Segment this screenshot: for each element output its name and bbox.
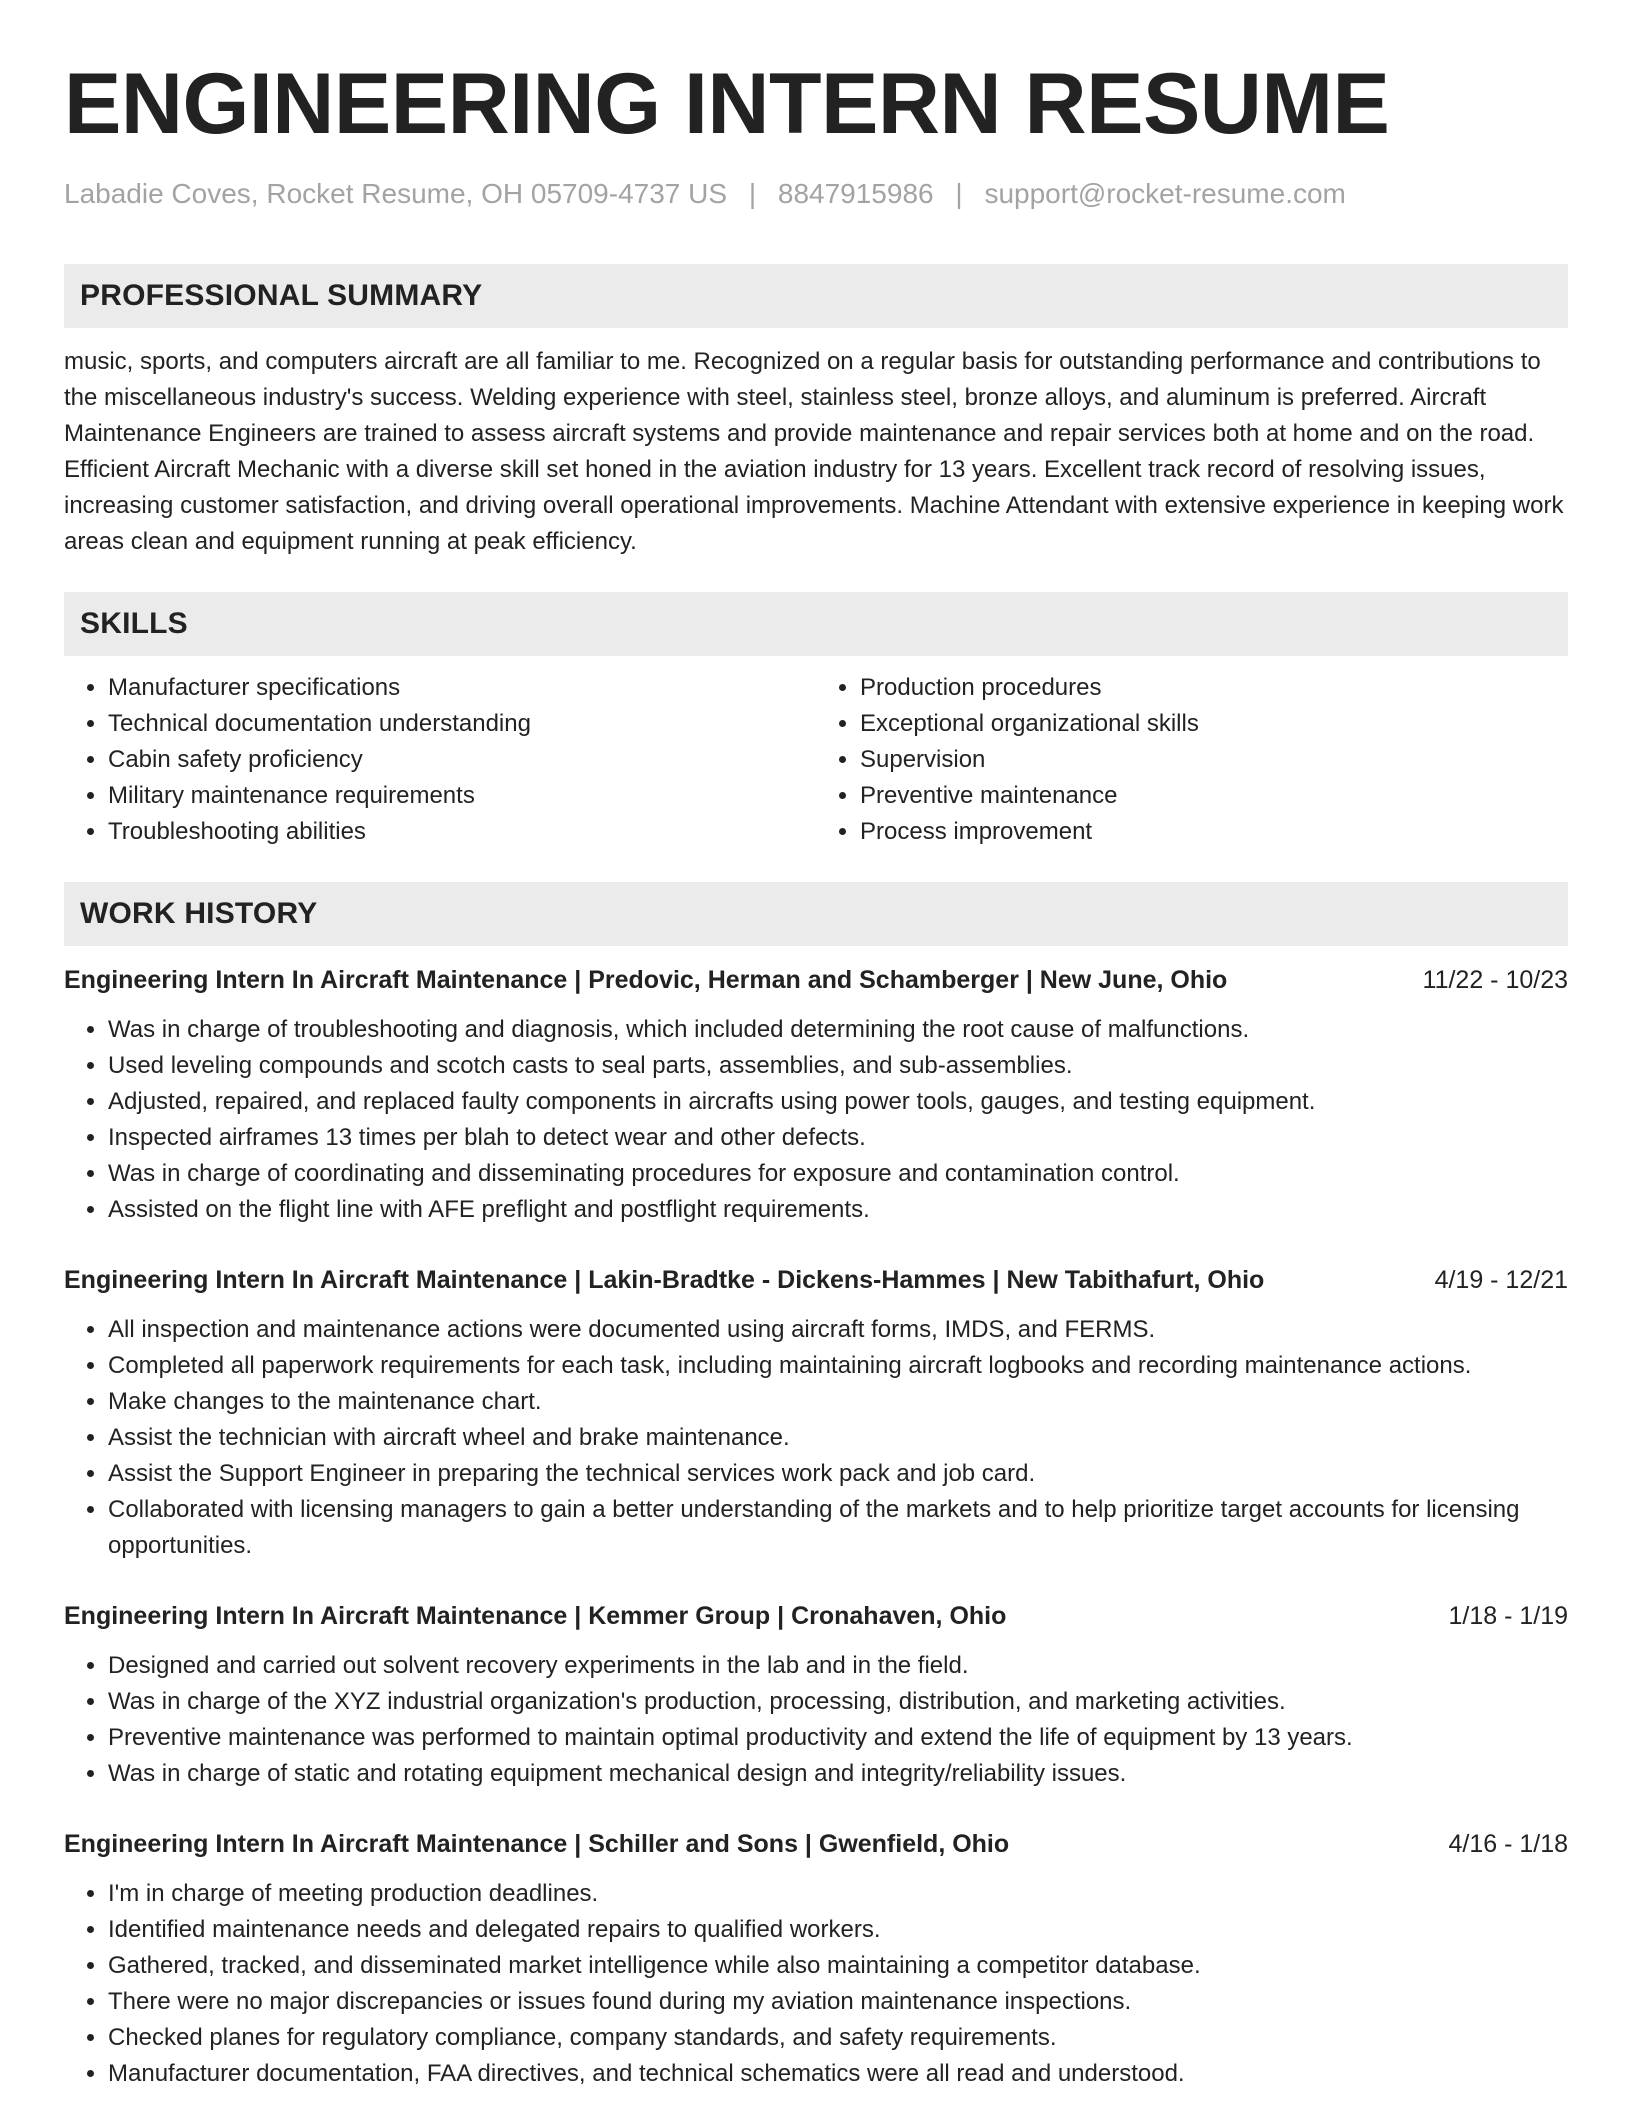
skill-item: • Exceptional organizational skills (860, 706, 1568, 742)
job-title: Engineering Intern In Aircraft Maintenance | Kemmer Group | Cronahaven, Ohio (64, 1602, 1007, 1630)
job-bullet: • Checked planes for regulatory compliance, company standards, and safety requirements. (108, 2020, 1568, 2056)
job-bullets (64, 1012, 1568, 1228)
skill-item: • Troubleshooting abilities (108, 814, 816, 850)
skills-list (64, 670, 1568, 850)
job-bullets (64, 1876, 1568, 2092)
contact-phone: 8847915986 (777, 178, 934, 209)
resume-title: ENGINEERING INTERN RESUME (64, 56, 1390, 152)
contact-line (64, 174, 1568, 214)
skills-column-left (64, 670, 816, 850)
job-bullet: • Gathered, tracked, and disseminated market intelligence while also maintaining a competitor database. (108, 1948, 1568, 1984)
section-heading-summary: PROFESSIONAL SUMMARY (64, 264, 1568, 328)
contact-address: Labadie Coves, Rocket Resume, OH 05709-4737 US (64, 178, 728, 209)
job-dates: 11/22 - 10/23 (1422, 966, 1568, 994)
job-entry (64, 962, 1568, 1228)
job-bullet: • Collaborated with licensing managers to gain a better understanding of the markets and to help prioritize target accounts for licensing opportunities. (108, 1492, 1568, 1564)
job-dates: 4/19 - 12/21 (1434, 1266, 1568, 1294)
job-bullet: • Designed and carried out solvent recovery experiments in the lab and in the field. (108, 1648, 1568, 1684)
job-bullet: • Was in charge of troubleshooting and diagnosis, which included determining the root cause of malfunctions. (108, 1012, 1568, 1048)
job-bullet: • Was in charge of the XYZ industrial organization's production, processing, distribution, and marketing activities. (108, 1684, 1568, 1720)
job-entry (64, 1598, 1568, 1792)
job-bullet: • Was in charge of static and rotating equipment mechanical design and integrity/reliability issues. (108, 1756, 1568, 1792)
job-title: Engineering Intern In Aircraft Maintenance | Lakin-Bradtke - Dickens-Hammes | New Tabithafurt, Ohio (64, 1266, 1265, 1294)
contact-separator: | (955, 178, 963, 209)
job-bullet: • Make changes to the maintenance chart. (108, 1384, 1568, 1420)
job-bullet: • Completed all paperwork requirements for each task, including maintaining aircraft logbooks and recording maintenance actions. (108, 1348, 1568, 1384)
job-bullet: • I'm in charge of meeting production deadlines. (108, 1876, 1568, 1912)
job-title: Engineering Intern In Aircraft Maintenance | Predovic, Herman and Schamberger | New June, Ohio (64, 966, 1228, 994)
job-header (64, 1262, 1568, 1298)
skill-item: • Supervision (860, 742, 1568, 778)
job-dates: 1/18 - 1/19 (1448, 1602, 1568, 1630)
job-bullets (64, 1648, 1568, 1792)
job-bullet: • Preventive maintenance was performed to maintain optimal productivity and extend the life of equipment by 13 years. (108, 1720, 1568, 1756)
job-bullet: • Was in charge of coordinating and disseminating procedures for exposure and contamination control. (108, 1156, 1568, 1192)
job-bullet: • Inspected airframes 13 times per blah to detect wear and other defects. (108, 1120, 1568, 1156)
job-bullet: • Identified maintenance needs and delegated repairs to qualified workers. (108, 1912, 1568, 1948)
skill-item: • Cabin safety proficiency (108, 742, 816, 778)
contact-email: support@rocket-resume.com (984, 178, 1346, 209)
job-bullet: • Adjusted, repaired, and replaced faulty components in aircrafts using power tools, gauges, and testing equipment. (108, 1084, 1568, 1120)
job-bullets (64, 1312, 1568, 1564)
skills-column-right (816, 670, 1568, 850)
skill-item: • Military maintenance requirements (108, 778, 816, 814)
job-bullet: • Assist the technician with aircraft wheel and brake maintenance. (108, 1420, 1568, 1456)
job-bullet: • There were no major discrepancies or issues found during my aviation maintenance inspections. (108, 1984, 1568, 2020)
skill-item: • Process improvement (860, 814, 1568, 850)
job-header (64, 1598, 1568, 1634)
job-bullet: • Assisted on the flight line with AFE preflight and postflight requirements. (108, 1192, 1568, 1228)
job-bullet: • All inspection and maintenance actions were documented using aircraft forms, IMDS, and FERMS. (108, 1312, 1568, 1348)
summary-text: music, sports, and computers aircraft are all familiar to me. Recognized on a regular basis for outstanding performance and contributions to the miscellaneous industry's success. Welding experience with steel, stainless steel, bronze alloys, and aluminum is preferred. Aircraft Maintenance Engineers are trained to assess aircraft systems and provide maintenance and repair services both at home and on the road. Efficient Aircraft Mechanic with a diverse skill set honed in the aviation industry for 13 years. Excellent track record of resolving issues, increasing customer satisfaction, and driving overall operational improvements. Machine Attendant with extensive experience in keeping work areas clean and equipment running at peak efficiency. (64, 348, 1564, 555)
job-header (64, 962, 1568, 998)
section-heading-work-history: WORK HISTORY (64, 882, 1568, 946)
job-entry (64, 1826, 1568, 2092)
section-heading-skills: SKILLS (64, 592, 1568, 656)
job-dates: 4/16 - 1/18 (1448, 1830, 1568, 1858)
job-entry (64, 1262, 1568, 1564)
skill-item: • Preventive maintenance (860, 778, 1568, 814)
contact-separator: | (748, 178, 757, 209)
job-bullet: • Manufacturer documentation, FAA directives, and technical schematics were all read and understood. (108, 2056, 1568, 2092)
job-header (64, 1826, 1568, 1862)
job-title: Engineering Intern In Aircraft Maintenance | Schiller and Sons | Gwenfield, Ohio (64, 1830, 1010, 1858)
job-bullet: • Assist the Support Engineer in preparing the technical services work pack and job card. (108, 1456, 1568, 1492)
skill-item: • Manufacturer specifications (108, 670, 816, 706)
job-bullet: • Used leveling compounds and scotch casts to seal parts, assemblies, and sub-assemblies. (108, 1048, 1568, 1084)
skill-item: • Technical documentation understanding (108, 706, 816, 742)
resume-page (64, 48, 1568, 2092)
skill-item: • Production procedures (860, 670, 1568, 706)
